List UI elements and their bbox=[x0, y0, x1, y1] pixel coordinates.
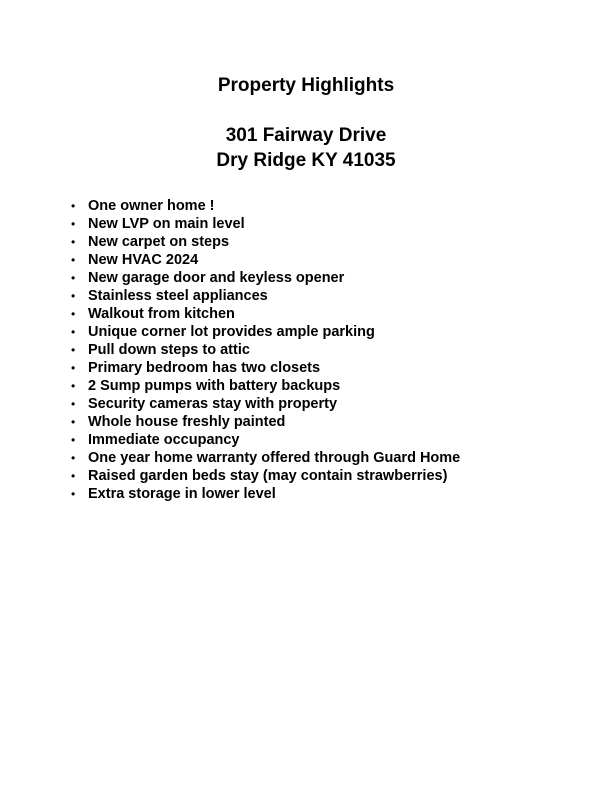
bullet-icon: • bbox=[71, 379, 76, 393]
list-item-text: Pull down steps to attic bbox=[88, 342, 250, 358]
list-item-text: Whole house freshly painted bbox=[88, 414, 286, 430]
bullet-icon: • bbox=[71, 487, 76, 501]
bullet-icon: • bbox=[71, 397, 76, 411]
list-item-text: One owner home ! bbox=[88, 198, 215, 214]
list-item-text: Security cameras stay with property bbox=[88, 396, 338, 412]
list-item-text: Walkout from kitchen bbox=[88, 306, 235, 322]
highlights-list bbox=[68, 197, 460, 503]
list-item bbox=[68, 449, 460, 467]
list-item-text: Immediate occupancy bbox=[88, 432, 240, 448]
address-line-2: Dry Ridge KY 41035 bbox=[216, 150, 396, 171]
list-item bbox=[68, 431, 460, 449]
list-item bbox=[68, 359, 460, 377]
bullet-icon: • bbox=[71, 433, 76, 447]
list-item-text: Primary bedroom has two closets bbox=[88, 360, 321, 376]
list-item bbox=[68, 269, 460, 287]
list-item-text: Unique corner lot provides ample parking bbox=[88, 324, 375, 340]
page-title: Property Highlights bbox=[217, 75, 395, 96]
list-item bbox=[68, 395, 460, 413]
bullet-icon: • bbox=[71, 469, 76, 483]
list-item bbox=[68, 413, 460, 431]
bullet-icon: • bbox=[71, 217, 76, 231]
bullet-icon: • bbox=[71, 235, 76, 249]
address-line-1: 301 Fairway Drive bbox=[225, 125, 387, 146]
list-item bbox=[68, 251, 460, 269]
bullet-icon: • bbox=[71, 415, 76, 429]
list-item bbox=[68, 215, 460, 233]
list-item bbox=[68, 305, 460, 323]
list-item-text: Raised garden beds stay (may contain strawberries) bbox=[88, 468, 448, 484]
list-item bbox=[68, 287, 460, 305]
list-item-text: Stainless steel appliances bbox=[88, 288, 268, 304]
list-item-text: New garage door and keyless opener bbox=[88, 270, 345, 286]
bullet-icon: • bbox=[71, 325, 76, 339]
bullet-icon: • bbox=[71, 289, 76, 303]
list-item-text: New HVAC 2024 bbox=[88, 252, 199, 268]
bullet-icon: • bbox=[71, 199, 76, 213]
list-item-text: New carpet on steps bbox=[88, 234, 230, 250]
list-item bbox=[68, 233, 460, 251]
list-item-text: Extra storage in lower level bbox=[88, 486, 276, 502]
bullet-icon: • bbox=[71, 451, 76, 465]
bullet-icon: • bbox=[71, 271, 76, 285]
list-item bbox=[68, 377, 460, 395]
list-item bbox=[68, 467, 460, 485]
bullet-icon: • bbox=[71, 307, 76, 321]
list-item-text: 2 Sump pumps with battery backups bbox=[88, 378, 341, 394]
list-item-text: New LVP on main level bbox=[88, 216, 245, 232]
bullet-icon: • bbox=[71, 253, 76, 267]
list-item bbox=[68, 485, 460, 503]
list-item bbox=[68, 197, 460, 215]
bullet-icon: • bbox=[71, 343, 76, 357]
list-item-text: One year home warranty offered through Guard Home bbox=[88, 450, 461, 466]
bullet-icon: • bbox=[71, 361, 76, 375]
list-item bbox=[68, 323, 460, 341]
list-item bbox=[68, 341, 460, 359]
